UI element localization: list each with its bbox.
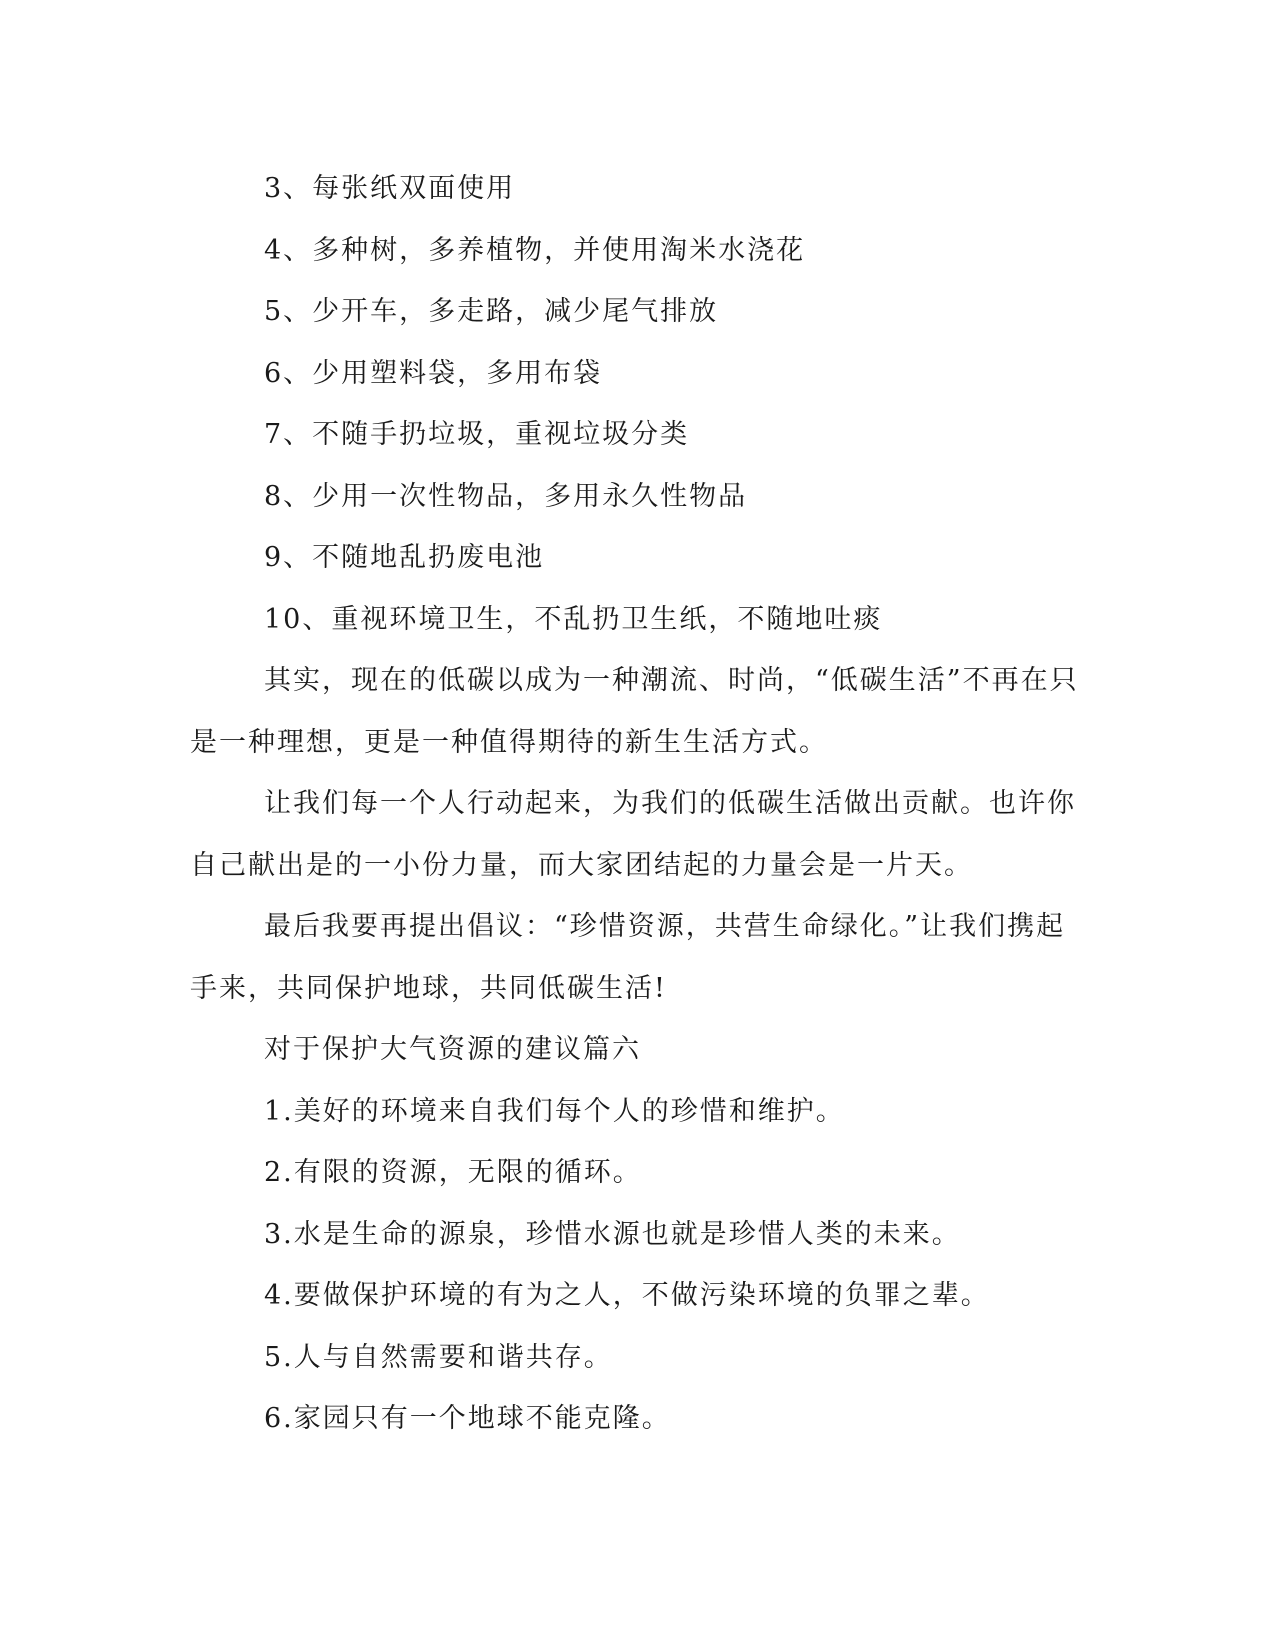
list-item: 4、多种树，多养植物，并使用淘米水浇花 [264, 234, 806, 266]
document-body [190, 158, 1080, 1450]
paragraph-line: 其实，现在的低碳以成为一种潮流、时尚，“低碳生活”不再在只 [264, 665, 1079, 696]
list-item: 6、少用塑料袋，多用布袋 [264, 357, 603, 389]
paragraph-line: 手来，共同保护地球，共同低碳生活! [190, 972, 667, 1004]
paragraph-line: 自己献出是的一小份力量，而大家团结起的力量会是一片天。 [190, 849, 973, 881]
list-item: 5.人与自然需要和谐共存。 [264, 1341, 613, 1373]
list-item: 7、不随手扔垃圾，重视垃圾分类 [264, 419, 690, 450]
list-item: 10、重视环境卫生，不乱扔卫生纸，不随地吐痰 [264, 603, 883, 635]
list-item: 8、少用一次性物品，多用永久性物品 [264, 480, 748, 512]
list-item: 3.水是生命的源泉，珍惜水源也就是珍惜人类的未来。 [264, 1218, 961, 1250]
list-item: 6.家园只有一个地球不能克隆。 [264, 1403, 671, 1434]
list-item: 9、不随地乱扔废电池 [264, 542, 545, 573]
paragraph-line: 是一种理想，更是一种值得期待的新生生活方式。 [190, 726, 828, 758]
list-item: 1.美好的环境来自我们每个人的珍惜和维护。 [264, 1095, 845, 1127]
paragraph-line: 让我们每一个人行动起来，为我们的低碳生活做出贡献。也许你 [264, 788, 1076, 819]
list-item: 2.有限的资源，无限的循环。 [264, 1157, 642, 1188]
paragraph-line: 最后我要再提出倡议：“珍惜资源，共营生命绿化。”让我们携起 [264, 911, 1066, 942]
list-item: 4.要做保护环境的有为之人，不做污染环境的负罪之辈。 [264, 1280, 990, 1311]
list-item: 3、每张纸双面使用 [264, 173, 516, 204]
section-heading: 对于保护大气资源的建议篇六 [264, 1034, 641, 1065]
list-item: 5、少开车，多走路，减少尾气排放 [264, 296, 719, 327]
